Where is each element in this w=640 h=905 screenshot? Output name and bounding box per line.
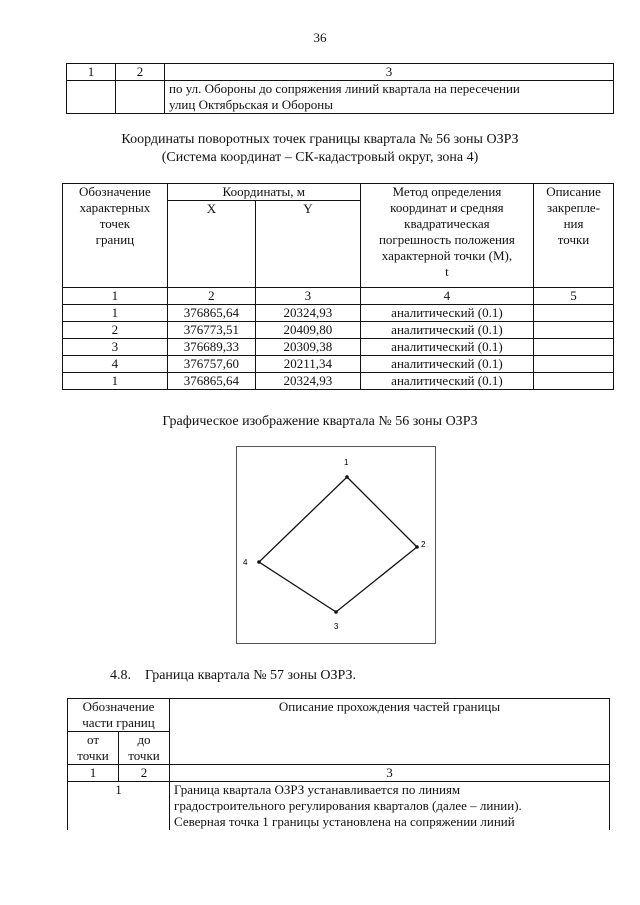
from-to-cell: 1 bbox=[68, 782, 170, 831]
coordinates-table bbox=[62, 183, 614, 390]
text-line: градостроительного регулирования кварталов (далее – линии). bbox=[174, 798, 522, 813]
x-coordinate: 376773,51 bbox=[167, 322, 255, 339]
point-description bbox=[534, 339, 614, 356]
column-number: 1 bbox=[68, 765, 119, 782]
column-number: 1 bbox=[67, 64, 116, 81]
method: аналитический (0.1) bbox=[360, 339, 533, 356]
point-number: 3 bbox=[63, 339, 168, 356]
y-coordinate: 20211,34 bbox=[255, 356, 360, 373]
boundary-point-marker bbox=[415, 545, 419, 549]
method: аналитический (0.1) bbox=[360, 305, 533, 322]
point-number: 1 bbox=[63, 373, 168, 390]
coordinates-title bbox=[0, 131, 640, 167]
point-label: 1 bbox=[344, 458, 349, 467]
boundary-point-marker bbox=[257, 560, 261, 564]
point-description bbox=[534, 305, 614, 322]
text-line: по ул. Обороны до сопряжения линий квартала на пересечении bbox=[169, 81, 520, 96]
x-coordinate: 376757,60 bbox=[167, 356, 255, 373]
page-number: 36 bbox=[313, 30, 327, 45]
table-row bbox=[63, 356, 614, 373]
point-label: 2 bbox=[421, 540, 426, 549]
description-header: Описание прохождения частей границы bbox=[170, 699, 610, 765]
column-numbers-row bbox=[63, 288, 614, 305]
designation-header: Обозначение характерных точек границ bbox=[63, 184, 168, 288]
y-coordinate: 20324,93 bbox=[255, 305, 360, 322]
point-description bbox=[534, 322, 614, 339]
column-number: 2 bbox=[116, 64, 165, 81]
column-number: 3 bbox=[255, 288, 360, 305]
text-line: улиц Октябрьская и Обороны bbox=[169, 97, 333, 112]
point-number: 2 bbox=[63, 322, 168, 339]
description-cell bbox=[165, 81, 614, 114]
section-heading: 4.8. Граница квартала № 57 зоны ОЗРЗ. bbox=[110, 668, 356, 683]
column-number: 2 bbox=[119, 765, 170, 782]
continuation-table bbox=[66, 63, 614, 114]
x-header: X bbox=[167, 201, 255, 288]
quarter-polygon-svg bbox=[237, 447, 435, 643]
figure-title: Графическое изображение квартала № 56 зоны ОЗРЗ bbox=[162, 414, 478, 429]
table-cell bbox=[67, 81, 116, 114]
table-header-row bbox=[67, 64, 614, 81]
method-header: Метод определения координат и средняя квадратическая погрешность положения характерной точки (М), t bbox=[360, 184, 533, 288]
boundary-point-marker bbox=[345, 475, 349, 479]
x-coordinate: 376689,33 bbox=[167, 339, 255, 356]
coordinate-system-line: (Система координат – СК-кадастровый округ, зона 4) bbox=[161, 150, 479, 165]
table-header-row bbox=[63, 184, 614, 201]
column-number: 3 bbox=[170, 765, 610, 782]
column-number: 4 bbox=[360, 288, 533, 305]
coordinates-header: Координаты, м bbox=[167, 184, 360, 201]
method: аналитический (0.1) bbox=[360, 322, 533, 339]
point-number: 4 bbox=[63, 356, 168, 373]
text-line: Граница квартала ОЗРЗ устанавливается по линиям bbox=[174, 782, 461, 797]
method: аналитический (0.1) bbox=[360, 373, 533, 390]
x-coordinate: 376865,64 bbox=[167, 373, 255, 390]
point-description bbox=[534, 373, 614, 390]
table-row bbox=[63, 373, 614, 390]
column-number: 1 bbox=[63, 288, 168, 305]
column-numbers-row bbox=[68, 765, 610, 782]
quarter-boundary bbox=[259, 477, 417, 612]
y-coordinate: 20409,80 bbox=[255, 322, 360, 339]
from-point-header: от точки bbox=[68, 732, 119, 765]
y-header: Y bbox=[255, 201, 360, 288]
description-cell bbox=[170, 782, 610, 831]
y-coordinate: 20324,93 bbox=[255, 373, 360, 390]
table-row bbox=[63, 305, 614, 322]
column-number: 3 bbox=[165, 64, 614, 81]
point-number: 1 bbox=[63, 305, 168, 322]
to-point-header: до точки bbox=[119, 732, 170, 765]
table-cell bbox=[116, 81, 165, 114]
table-row bbox=[63, 339, 614, 356]
point-description-header: Описание закрепле- ния точки bbox=[534, 184, 614, 288]
quarter-plot bbox=[236, 446, 436, 644]
x-coordinate: 376865,64 bbox=[167, 305, 255, 322]
point-description bbox=[534, 356, 614, 373]
designation-header: Обозначение части границ bbox=[68, 699, 170, 732]
method: аналитический (0.1) bbox=[360, 356, 533, 373]
column-number: 2 bbox=[167, 288, 255, 305]
table-row bbox=[63, 322, 614, 339]
table-row bbox=[68, 782, 610, 831]
coordinates-title-line: Координаты поворотных точек границы квартала № 56 зоны ОЗРЗ bbox=[121, 132, 519, 147]
point-label: 4 bbox=[243, 558, 248, 567]
text-line: Северная точка 1 границы установлена на сопряжении линий bbox=[174, 814, 515, 829]
point-label: 3 bbox=[334, 622, 339, 631]
y-coordinate: 20309,38 bbox=[255, 339, 360, 356]
table-row bbox=[67, 81, 614, 114]
column-number: 5 bbox=[534, 288, 614, 305]
table-header-row bbox=[68, 699, 610, 732]
boundary-point-marker bbox=[334, 610, 338, 614]
boundary-parts-table bbox=[67, 698, 610, 830]
